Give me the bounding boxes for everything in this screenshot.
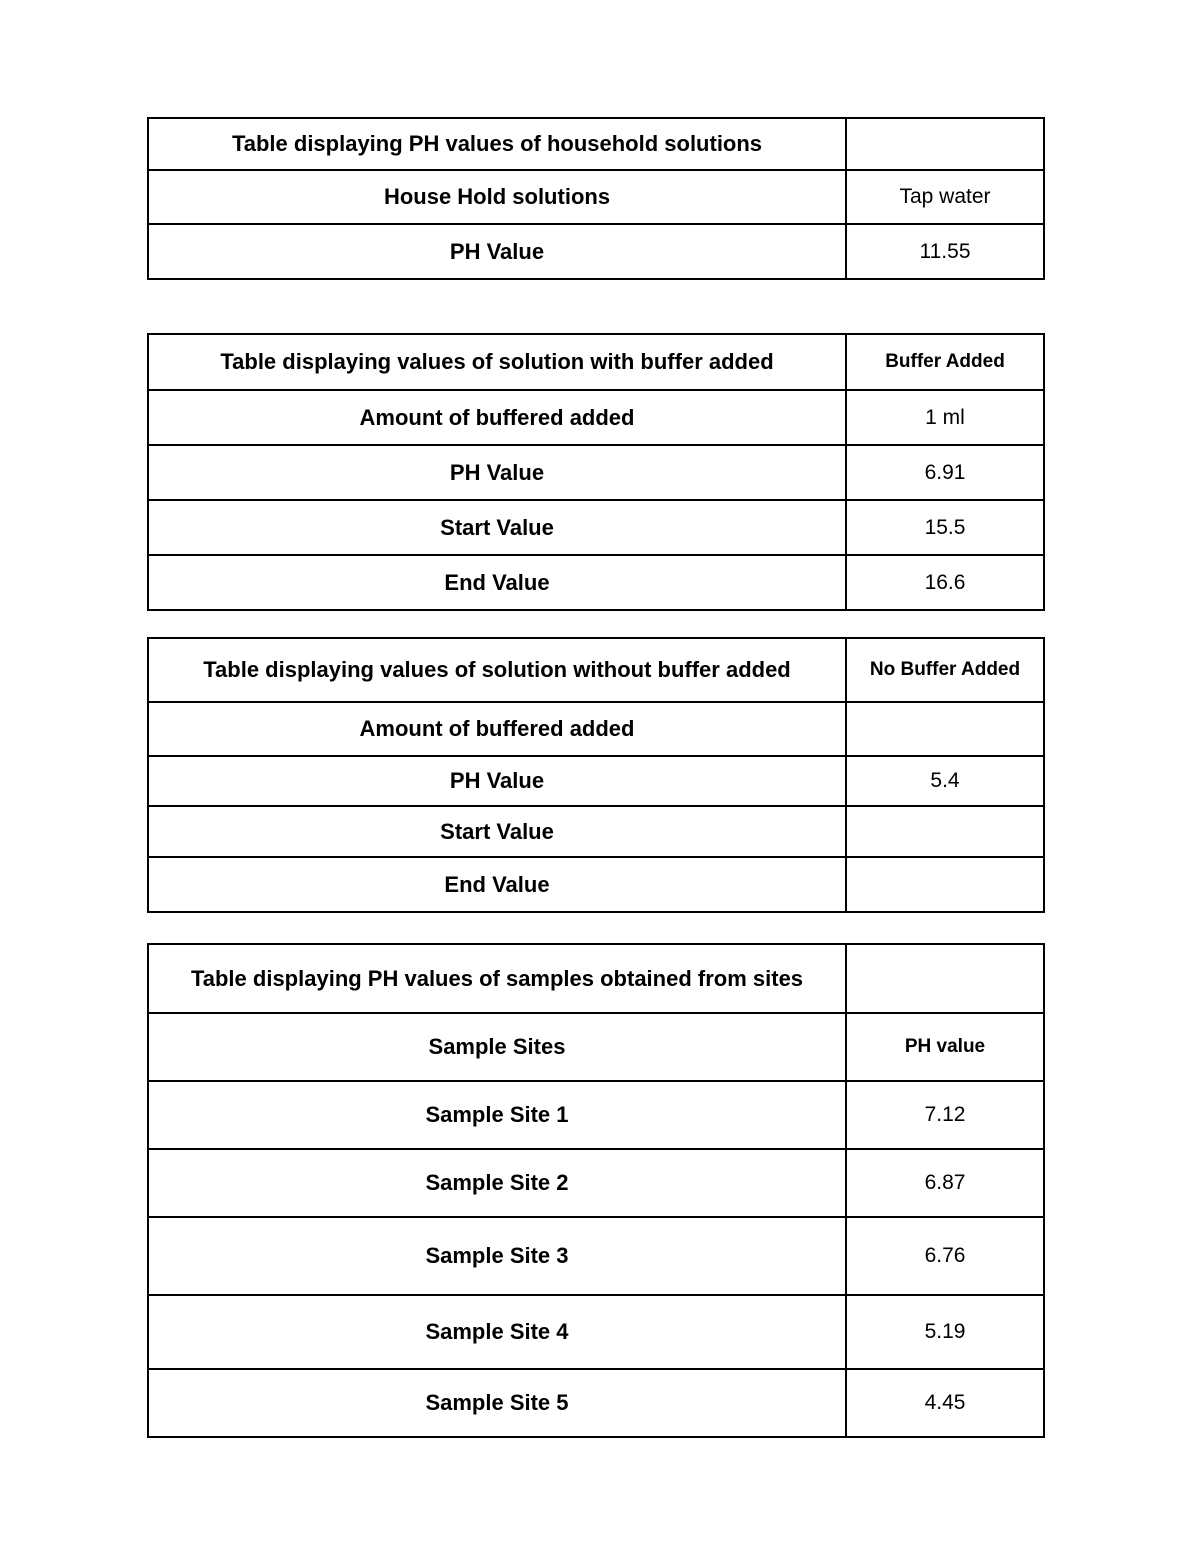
table-row [148, 500, 1044, 555]
row-value: PH value [846, 1013, 1044, 1081]
household-solutions-table [147, 117, 1045, 280]
row-label: PH Value [148, 445, 846, 500]
row-label: Sample Site 4 [148, 1295, 846, 1369]
table-row [148, 1149, 1044, 1217]
table-header-value [846, 118, 1044, 170]
table-row [148, 702, 1044, 756]
row-value: 4.45 [846, 1369, 1044, 1437]
sample-sites-table [147, 943, 1045, 1438]
row-label: House Hold solutions [148, 170, 846, 224]
no-buffer-table [147, 637, 1045, 913]
table-title: Table displaying PH values of samples obtained from sites [148, 944, 846, 1013]
row-value: 16.6 [846, 555, 1044, 610]
table-row [148, 857, 1044, 912]
row-label: Sample Site 3 [148, 1217, 846, 1295]
row-value: 15.5 [846, 500, 1044, 555]
table-row [148, 1369, 1044, 1437]
table-header-value: Buffer Added [846, 334, 1044, 390]
table-title: Table displaying values of solution without buffer added [148, 638, 846, 702]
row-value: 6.76 [846, 1217, 1044, 1295]
row-label: Start Value [148, 806, 846, 857]
table-header-value [846, 944, 1044, 1013]
table-row [148, 1013, 1044, 1081]
row-value: 6.91 [846, 445, 1044, 500]
row-value [846, 806, 1044, 857]
row-value: 1 ml [846, 390, 1044, 445]
row-label: Sample Sites [148, 1013, 846, 1081]
row-label: Amount of buffered added [148, 390, 846, 445]
table-row [148, 170, 1044, 224]
table-header-value: No Buffer Added [846, 638, 1044, 702]
row-label: PH Value [148, 224, 846, 279]
row-value [846, 702, 1044, 756]
table-title-row [148, 944, 1044, 1013]
table-row [148, 1217, 1044, 1295]
buffer-added-table [147, 333, 1045, 611]
table-row [148, 1295, 1044, 1369]
table-title-row [148, 638, 1044, 702]
table-row [148, 224, 1044, 279]
row-value: 6.87 [846, 1149, 1044, 1217]
row-label: Sample Site 5 [148, 1369, 846, 1437]
row-value: Tap water [846, 170, 1044, 224]
row-value: 5.4 [846, 756, 1044, 806]
row-label: End Value [148, 555, 846, 610]
row-label: Amount of buffered added [148, 702, 846, 756]
row-value: 7.12 [846, 1081, 1044, 1149]
table-title: Table displaying PH values of household solutions [148, 118, 846, 170]
row-value: 11.55 [846, 224, 1044, 279]
table-row [148, 555, 1044, 610]
row-label: PH Value [148, 756, 846, 806]
table-title-row [148, 334, 1044, 390]
table-row [148, 445, 1044, 500]
row-label: Sample Site 1 [148, 1081, 846, 1149]
row-label: Sample Site 2 [148, 1149, 846, 1217]
table-row [148, 756, 1044, 806]
row-label: End Value [148, 857, 846, 912]
table-title: Table displaying values of solution with buffer added [148, 334, 846, 390]
table-row [148, 1081, 1044, 1149]
table-title-row [148, 118, 1044, 170]
row-value: 5.19 [846, 1295, 1044, 1369]
row-value [846, 857, 1044, 912]
row-label: Start Value [148, 500, 846, 555]
table-row [148, 806, 1044, 857]
table-row [148, 390, 1044, 445]
